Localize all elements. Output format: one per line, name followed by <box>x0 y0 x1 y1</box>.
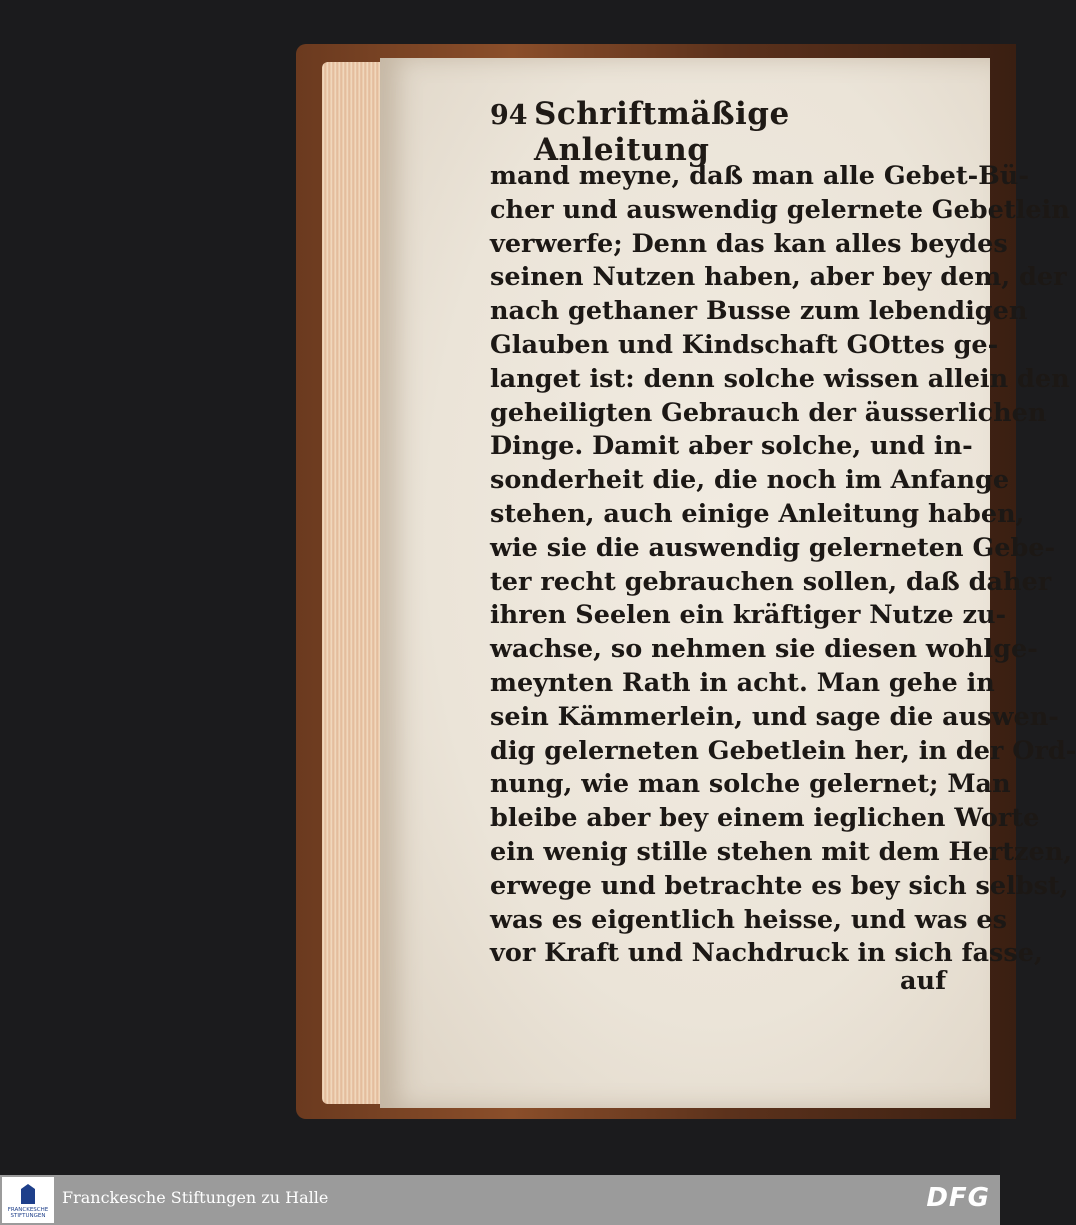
text-line: langet ist: denn solche wissen allein den <box>490 363 1070 394</box>
text-line: meynten Rath in acht. Man gehe in <box>490 667 995 698</box>
text-line: sonderheit die, die noch im Anfange <box>490 465 1010 496</box>
text-line: nung, wie man solche gelernet; Man <box>490 769 1011 800</box>
text-line: bleibe aber bey einem ieglichen Worte <box>490 803 1040 834</box>
text-line: Glauben und Kindschaft GOttes ge- <box>490 329 999 360</box>
dfg-logo[interactable]: DFG <box>926 1183 990 1213</box>
text-line: erwege und betrachte es bey sich selbst, <box>490 870 1069 901</box>
institution-logo[interactable] <box>2 1177 54 1223</box>
text-line: ter recht gebrauchen sollen, daß daher <box>490 566 1052 597</box>
text-line: Dinge. Damit aber solche, und in- <box>490 431 973 462</box>
text-line: dig gelerneten Gebetlein her, in der Ord- <box>490 735 1076 766</box>
building-icon <box>21 1184 35 1204</box>
running-head-title: Schriftmäßige Anleitung <box>534 96 790 168</box>
text-line: ein wenig stille stehen mit dem Hertzen, <box>490 836 1073 867</box>
text-line: stehen, auch einige Anleitung haben, <box>490 498 1025 529</box>
text-line: wie sie die auswendig gelerneten Gebe- <box>490 532 1056 563</box>
text-line: nach gethaner Busse zum lebendigen <box>490 296 1028 327</box>
text-line: cher und auswendig gelernete Gebetlein <box>490 194 1070 225</box>
logo-text: FRANCKESCHE STIFTUNGEN <box>7 1207 49 1219</box>
catchword: auf <box>900 966 947 996</box>
text-line: ihren Seelen ein kräftiger Nutze zu- <box>490 600 1007 631</box>
page-number: 94 <box>490 100 528 131</box>
text-line: sein Kämmerlein, und sage die auswen- <box>490 701 1059 732</box>
text-line: geheiligten Gebrauch der äusserlichen <box>490 397 1047 428</box>
footer-bar <box>0 1175 1000 1225</box>
text-line: mand meyne, daß man alle Gebet-Bü- <box>490 161 1029 191</box>
body-text <box>490 160 1076 971</box>
text-line: vor Kraft und Nachdruck in sich fasse, <box>490 938 1043 969</box>
text-line: was es eigentlich heisse, und was es <box>490 904 1007 935</box>
running-head <box>490 96 930 168</box>
text-line: verwerfe; Denn das kan alles beydes <box>490 228 1008 259</box>
text-line: seinen Nutzen haben, aber bey dem, der <box>490 262 1067 293</box>
institution-name: Franckesche Stiftungen zu Halle <box>62 1188 329 1207</box>
text-line: wachse, so nehmen sie diesen wohlge- <box>490 634 1038 665</box>
